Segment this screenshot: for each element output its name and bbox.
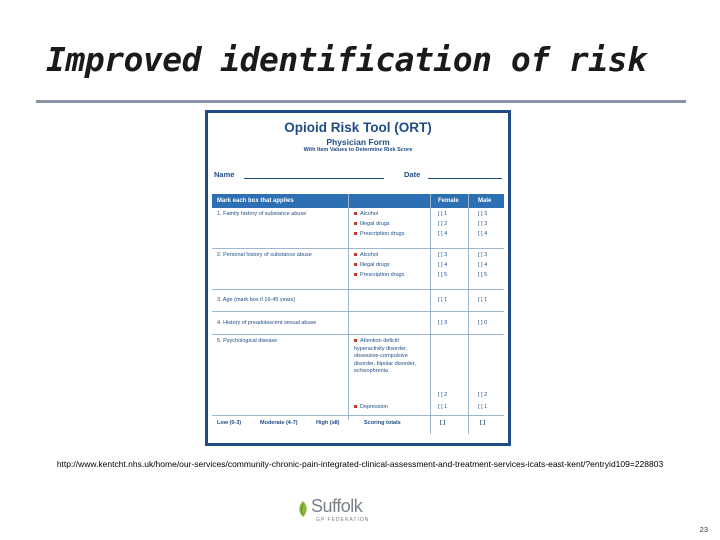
male-checkbox: [ ] 5: [478, 272, 488, 278]
ort-form-image: [205, 110, 511, 446]
sub-item: [354, 211, 378, 217]
bullet-icon: [354, 253, 357, 256]
table-row: [212, 249, 504, 290]
name-line: [244, 178, 384, 179]
male-checkbox: [ ] 1: [478, 297, 488, 303]
leaf-icon: [296, 500, 310, 518]
bullet-icon: [354, 273, 357, 276]
male-checkbox: [ ] 0: [478, 320, 488, 326]
female-checkbox: [ ] 3: [438, 320, 448, 326]
table-row: [212, 312, 504, 335]
female-checkbox: [ ] 5: [438, 272, 448, 278]
male-checkbox: [ ] 3: [478, 211, 488, 217]
sub-item: [354, 272, 404, 278]
female-checkbox: [ ] 2: [438, 221, 448, 227]
female-checkbox: [ ] 4: [438, 262, 448, 268]
female-total-box: [ ]: [440, 420, 446, 426]
male-checkbox: [ ] 4: [478, 231, 488, 237]
male-checkbox: [ ] 4: [478, 262, 488, 268]
bullet-icon: [354, 232, 357, 235]
page-number: 23: [699, 525, 708, 534]
table-header: [212, 194, 504, 208]
bullet-icon: [354, 212, 357, 215]
title-divider: [36, 100, 686, 103]
row-item-label: 5. Psychological disease: [217, 338, 278, 344]
sub-item-label: Prescription drugs: [360, 231, 405, 237]
sub-item-label: Depression: [360, 404, 388, 410]
male-checkbox: [ ] 1: [478, 404, 488, 410]
sub-item: [354, 404, 388, 410]
row-item-label: 3. Age (mark box if 16-45 years): [217, 297, 296, 303]
bullet-icon: [354, 405, 357, 408]
table-row: [212, 335, 504, 416]
name-label: Name: [214, 170, 235, 179]
ort-subtitle: Physician Form: [326, 137, 390, 147]
sub-item-label: Alcohol: [360, 252, 379, 258]
female-checkbox: [ ] 4: [438, 231, 448, 237]
male-total-box: [ ]: [480, 420, 486, 426]
sub-item-label: Alcohol: [360, 211, 379, 217]
table-row: [212, 290, 504, 312]
row-item-label: 2. Personal history of substance abuse: [217, 252, 312, 258]
header-female: Female: [438, 198, 459, 204]
female-checkbox: [ ] 1: [438, 404, 448, 410]
ort-subtitle-2: With Item Values to Determine Risk Score: [303, 147, 413, 153]
logo-subtitle: GP FEDERATION: [316, 517, 370, 523]
sub-item: [354, 262, 390, 268]
header-male: Male: [478, 198, 492, 204]
female-checkbox: [ ] 3: [438, 252, 448, 258]
table-row: [212, 208, 504, 249]
sub-item: [354, 231, 404, 237]
ort-form-page: [208, 113, 508, 443]
bullet-icon: [354, 263, 357, 266]
sub-item: [354, 221, 390, 227]
row-item-label: 1. Family history of substance abuse: [217, 211, 307, 217]
sub-item-label: Prescription drugs: [360, 272, 405, 278]
header-instruction: Mark each box that applies: [217, 198, 294, 204]
female-checkbox: [ ] 1: [438, 211, 448, 217]
sub-item: [354, 252, 378, 258]
row-item-label: 4. History of preadolescent sexual abuse: [217, 320, 317, 326]
ort-title: Opioid Risk Tool (ORT): [284, 120, 432, 135]
date-label: Date: [404, 170, 421, 179]
bullet-icon: [354, 222, 357, 225]
sub-item-label: Attention deficit/ hyperactivity disorder, obsessive-compulsive disorder, bipolar disorder, schizophrenia: [354, 338, 416, 374]
sub-item-label: Illegal drugs: [360, 221, 390, 227]
male-checkbox: [ ] 3: [478, 252, 488, 258]
sub-item: [354, 338, 416, 376]
female-checkbox: [ ] 2: [438, 392, 448, 398]
low-risk-label: Low (0-3): [217, 420, 242, 426]
logo-wordmark: Suffolk: [311, 496, 363, 516]
bullet-icon: [354, 339, 357, 342]
male-checkbox: [ ] 2: [478, 392, 488, 398]
female-checkbox: [ ] 1: [438, 297, 448, 303]
slide-title: Improved identification of risk: [46, 40, 647, 79]
scoring-totals-label: Scoring totals: [364, 420, 401, 426]
sub-item-label: Illegal drugs: [360, 262, 390, 268]
moderate-risk-label: Moderate (4-7): [260, 420, 298, 426]
suffolk-gp-federation-logo: [296, 496, 376, 526]
high-risk-label: High (≥8): [316, 420, 340, 426]
date-line: [428, 178, 502, 179]
source-url[interactable]: http://www.kentcht.nhs.uk/home/our-services/community-chronic-pain-integrated-clinical-assessment-and-treatment-services-icats-east-kent/?entryid109=228803: [56, 459, 664, 469]
male-checkbox: [ ] 3: [478, 221, 488, 227]
